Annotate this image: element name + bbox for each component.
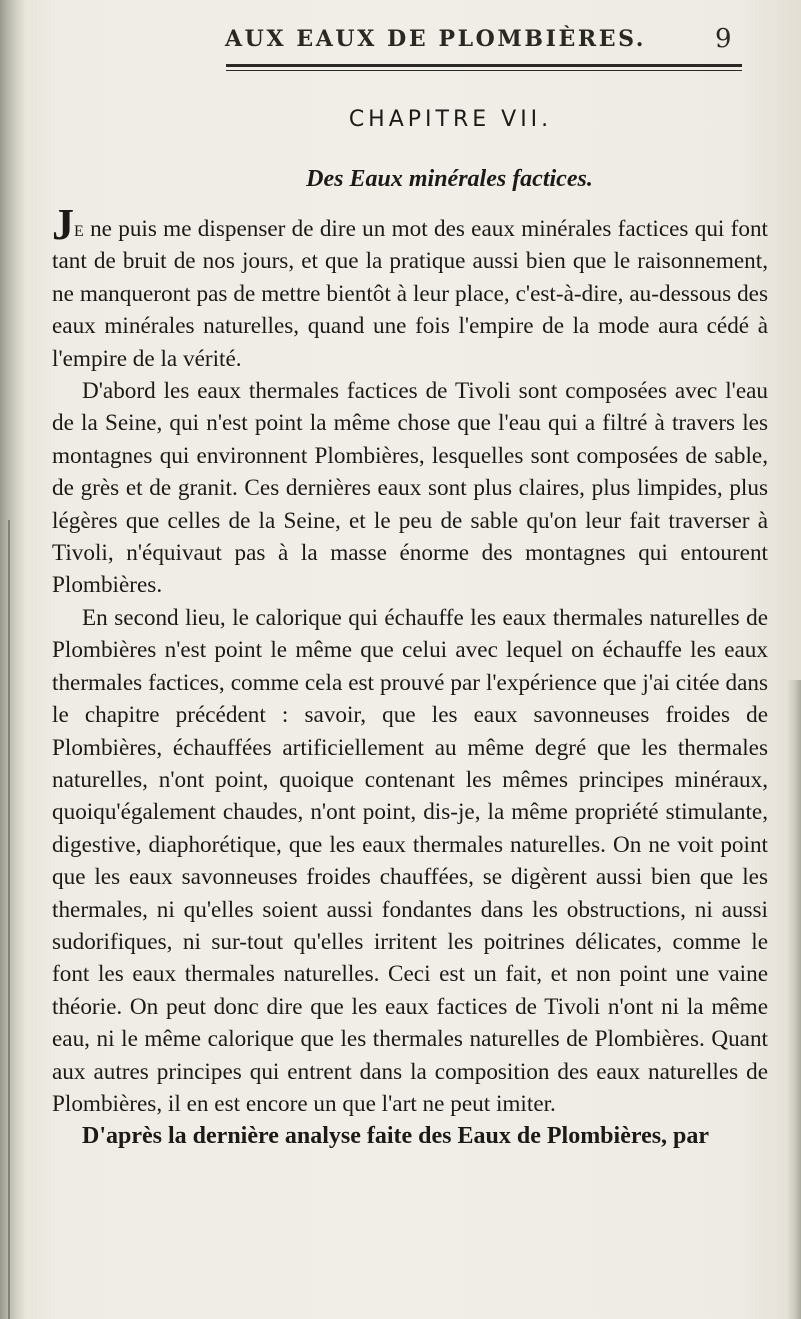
header-rule-thin: [226, 70, 742, 71]
chapter-subtitle: Des Eaux minérales factices.: [306, 166, 593, 192]
page-number: 9: [715, 24, 732, 54]
binding-edge-line: [8, 520, 10, 1319]
body-text: [52, 200, 768, 1153]
paragraph-3: En second lieu, le calorique qui échauffe les eaux thermales naturelles de Plombières n'est point le même que celui avec lequel on échauffe les eaux thermales factices, comme cela est prouvé par l'expérience que j'ai citée dans le chapitre précédent : savoir, que les eaux savonneuses froides de Plombières, échauffées artificiellement au même degré que les thermales naturelles, n'ont point, quoique contenant les mêmes principes minéraux, quoiqu'également chaudes, n'ont point, dis-je, la même propriété stimulante, digestive, diaphorétique, que les eaux thermales naturelles. On ne voit point que les eaux savonneuses froides chauffées, se digèrent aussi bien que les thermales, ni qu'elles soient aussi fondantes dans les obstructions, ni aussi sudorifiques, ni sur-tout qu'elles irritent les poitrines délicates, comme le font les eaux thermales naturelles. Ceci est un fait, et non point une vaine théorie. On peut donc dire que les eaux factices de Tivoli n'ont ni la même eau, ni le même calorique que les thermales naturelles de Plombières. Quant aux autres principes qui entrent dans la composition des eaux naturelles de Plombières, il en est encore un que l'art ne peut imiter.: [52, 604, 768, 1117]
paragraph-4: D'après la dernière analyse faite des Eaux de Plombières, par: [82, 1123, 710, 1150]
paragraph-1: [52, 200, 768, 375]
paragraph-2: D'abord les eaux thermales factices de Tivoli sont composées avec l'eau de la Seine, qui n'est point la même chose que l'eau qui a filtré à travers les montagnes qui environnent Plombières, lesquelles sont composées de sable, de grès et de granit. Ces dernières eaux sont plus claires, plus limpides, plus légères que celles de la Seine, et le peu de sable qu'on leur fait traverser à Tivoli, n'équivaut pas à la masse énorme des montagnes qui entourent Plombières.: [52, 378, 768, 599]
paragraph-1-text: ne puis me dispenser de dire un mot des eaux minérales factices qui font tant de bruit de nos jours, et que la pratique aussi bien que le raisonnement, ne manqueront pas de mettre bientôt à leur place, c'est-à-dire, au-dessous des eaux minérales naturelles, quand une fois l'empire de la mode aura cédé à l'empire de la vérité.: [52, 216, 768, 372]
running-head: [225, 22, 745, 62]
binding-shadow: [0, 0, 26, 1319]
running-head-title: AUX EAUX DE PLOMBIÈRES.: [225, 26, 647, 52]
chapter-heading: CHAPITRE VII.: [348, 107, 553, 132]
drop-cap: J: [52, 200, 74, 249]
header-rule: [226, 64, 742, 67]
drop-cap-continuation: e: [74, 216, 84, 242]
page-edge-shadow: [787, 680, 801, 1319]
